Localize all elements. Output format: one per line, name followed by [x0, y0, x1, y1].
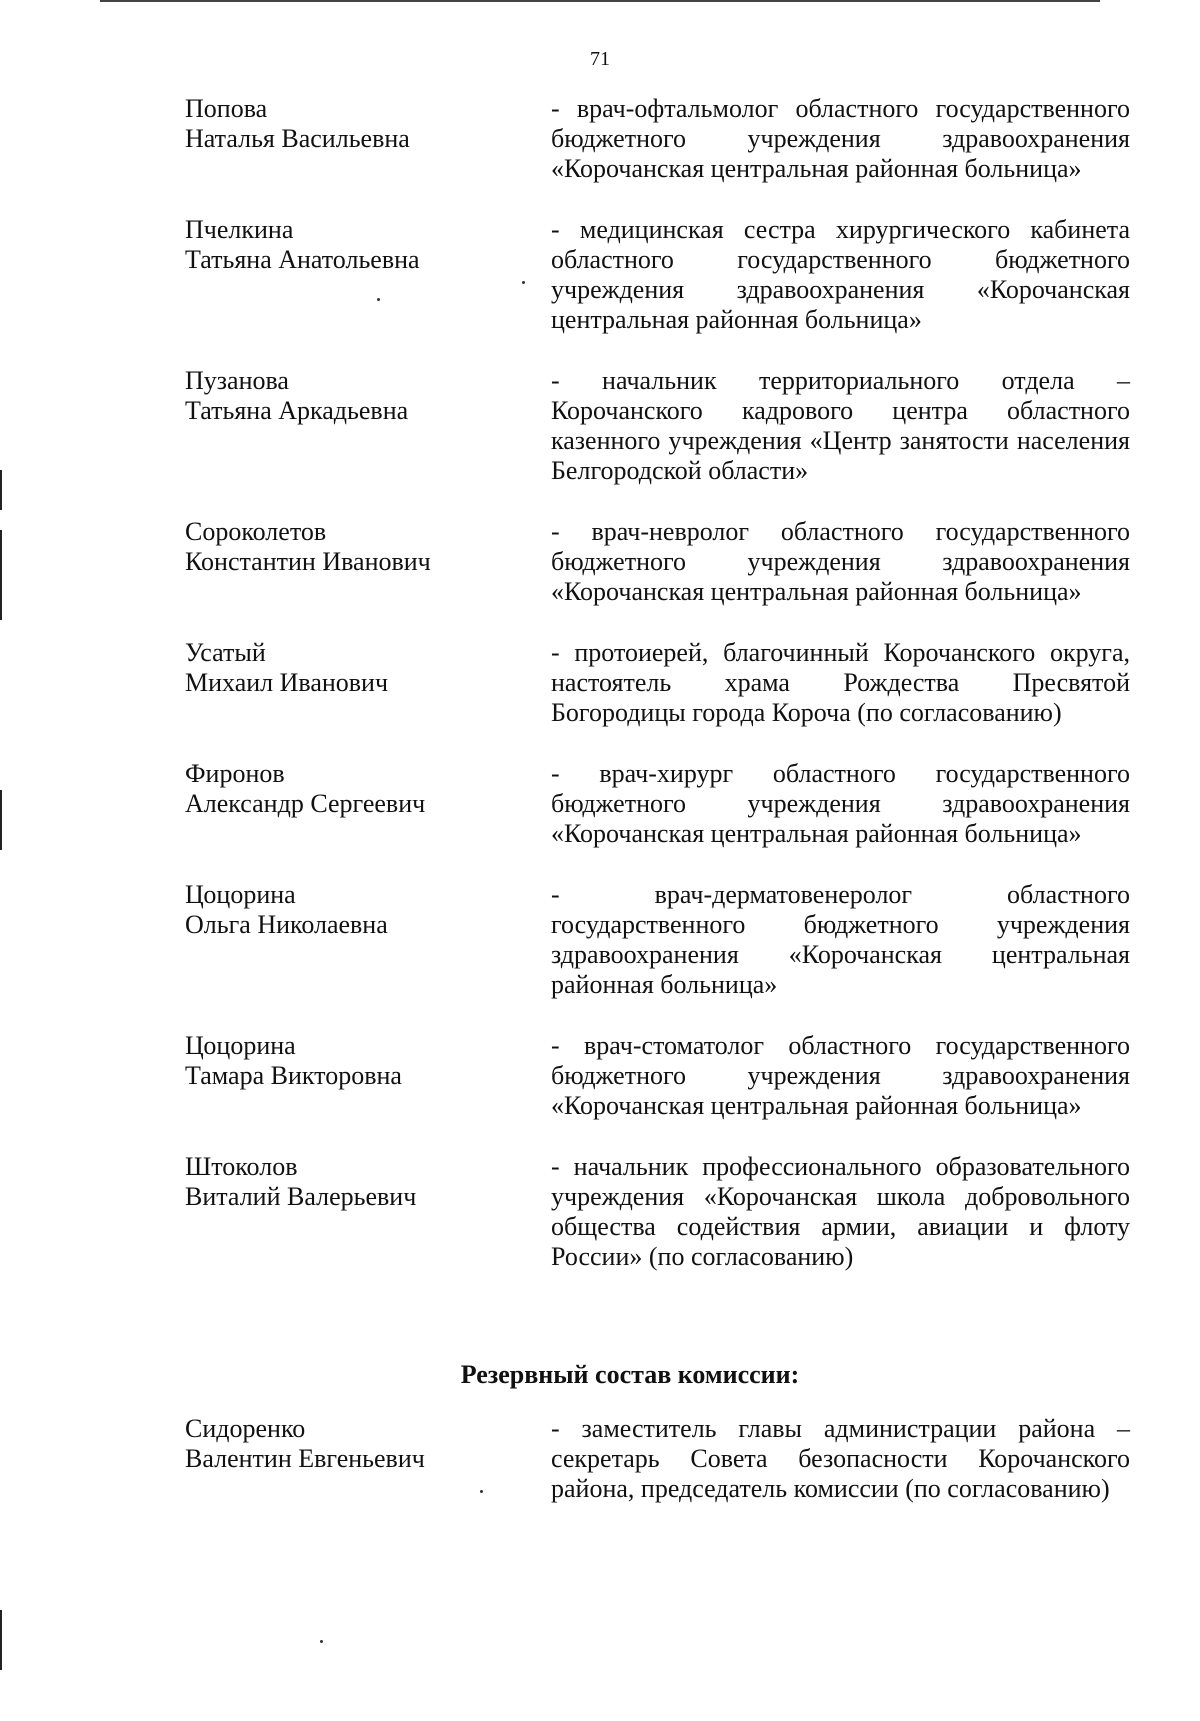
scan-edge-mark: [0, 470, 2, 510]
member-given-names: Валентин Евгеньевич: [185, 1444, 425, 1473]
member-role: - начальник профессионального образовательного учреждения «Корочанская школа добровольного общества содействия армии, авиации и флоту России» (по согласованию): [551, 1152, 1130, 1271]
member-name: [185, 638, 551, 728]
member-given-names: Ольга Николаевна: [185, 910, 388, 939]
member-role: - медицинская сестра хирургического кабинета областного государственного бюджетного учреждения здравоохранения «Корочанская центральная районная больница»: [551, 215, 1130, 334]
member-surname: Цоцорина: [185, 1031, 296, 1060]
scan-edge-mark: [0, 790, 2, 850]
member-surname: Цоцорина: [185, 880, 296, 909]
member-name: [185, 94, 551, 184]
member-entry: [185, 94, 1130, 184]
member-entry: [185, 1414, 1130, 1504]
member-entry: [185, 215, 1130, 335]
reserve-members-list: [185, 1414, 1130, 1504]
member-entry: [185, 366, 1130, 486]
member-entry: [185, 880, 1130, 1000]
member-surname: Сороколетов: [185, 517, 327, 546]
member-surname: Пузанова: [185, 366, 289, 395]
member-given-names: Татьяна Анатольевна: [185, 245, 420, 274]
member-surname: Фиронов: [185, 759, 285, 788]
member-surname: Пчелкина: [185, 215, 294, 244]
member-surname: Штоколов: [185, 1152, 298, 1181]
member-surname: Сидоренко: [185, 1414, 306, 1443]
member-role: - врач-стоматолог областного государственного бюджетного учреждения здравоохранения «Корочанская центральная районная больница»: [551, 1031, 1130, 1120]
member-entry: [185, 638, 1130, 728]
member-given-names: Наталья Васильевна: [185, 124, 410, 153]
member-name: [185, 1414, 551, 1504]
member-name: [185, 366, 551, 486]
member-entry: [185, 517, 1130, 607]
member-entry: [185, 1031, 1130, 1121]
member-entry: [185, 759, 1130, 849]
member-surname: Усатый: [185, 638, 266, 667]
scan-top-rule: [100, 0, 1100, 2]
member-given-names: Михаил Иванович: [185, 668, 389, 697]
member-given-names: Виталий Валерьевич: [185, 1182, 417, 1211]
member-role: - начальник территориального отдела – Корочанского кадрового центра областного казенного учреждения «Центр занятости населения Белгородской области»: [551, 366, 1130, 485]
reserve-section-title: Резервный состав комиссии:: [460, 1360, 800, 1389]
scan-edge-mark: [0, 530, 2, 620]
member-role: - заместитель главы администрации района – секретарь Совета безопасности Корочанского района, председатель комиссии (по согласованию): [551, 1414, 1130, 1503]
commission-members-list: [185, 94, 1130, 1272]
member-surname: Попова: [185, 94, 268, 123]
member-given-names: Александр Сергеевич: [185, 789, 426, 818]
member-role: - врач-офтальмолог областного государственного бюджетного учреждения здравоохранения «Корочанская центральная районная больница»: [551, 94, 1130, 183]
member-given-names: Тамара Викторовна: [185, 1061, 402, 1090]
member-role: - врач-дерматовенеролог областного государственного бюджетного учреждения здравоохранения «Корочанская центральная районная больница»: [551, 880, 1130, 999]
member-name: [185, 1152, 551, 1272]
member-entry: [185, 1152, 1130, 1272]
member-role: - врач-невролог областного государственного бюджетного учреждения здравоохранения «Корочанская центральная районная больница»: [551, 517, 1130, 606]
member-given-names: Константин Иванович: [185, 547, 431, 576]
member-name: [185, 880, 551, 1000]
member-role: - врач-хирург областного государственного бюджетного учреждения здравоохранения «Корочанская центральная районная больница»: [551, 759, 1130, 848]
member-role: - протоиерей, благочинный Корочанского округа, настоятель храма Рождества Пресвятой Богородицы города Короча (по согласованию): [551, 638, 1130, 727]
scan-edge-mark: [0, 1610, 2, 1670]
member-name: [185, 517, 551, 607]
member-given-names: Татьяна Аркадьевна: [185, 396, 409, 425]
member-name: [185, 759, 551, 849]
member-name: [185, 1031, 551, 1121]
member-name: [185, 215, 551, 335]
scan-speck: [320, 1640, 323, 1643]
page-number: 71: [590, 48, 610, 70]
